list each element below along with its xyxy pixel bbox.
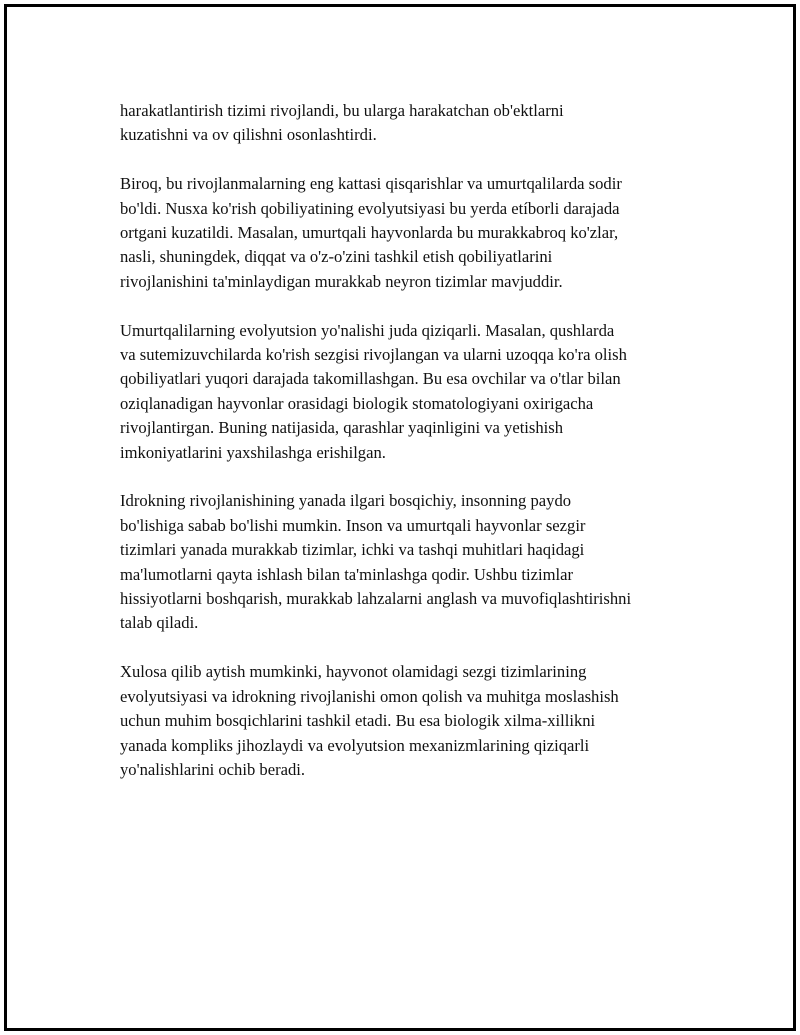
paragraph-1 — [120, 99, 700, 148]
text-line: bo'ldi. Nusxa ko'rish qobiliyatining evolyutsiyasi bu yerda etíborli darajada — [120, 198, 620, 218]
text-line: va sutemizuvchilarda ko'rish sezgisi rivojlangan va ularni uzoqqa ko'ra olish — [120, 345, 627, 365]
text-line: oziqlanadigan hayvonlar orasidagi biologik stomatologiyani oxirigacha — [120, 393, 594, 413]
paragraph-4 — [120, 489, 700, 635]
paragraph-3 — [120, 319, 700, 465]
text-line: tizimlari yanada murakkab tizimlar, ichki va tashqi muhitlari haqidagi — [120, 540, 585, 560]
paragraph-2 — [120, 172, 700, 294]
text-line: evolyutsiyasi va idrokning rivojlanishi omon qolish va muhitga moslashish — [120, 686, 619, 706]
text-line: nasli, shuningdek, diqqat va o'z-o'zini tashkil etish qobiliyatlarini — [120, 247, 553, 267]
text-line: Umurtqalilarning evolyutsion yo'nalishi juda qiziqarli. Masalan, qushlarda — [120, 320, 615, 340]
text-line: yo'nalishlarini ochib beradi. — [120, 759, 306, 779]
text-line: Idrokning rivojlanishining yanada ilgari bosqichiy, insonning paydo — [120, 491, 572, 511]
text-line: imkoniyatlarini yaxshilashga erishilgan. — [120, 442, 386, 462]
text-line: Xulosa qilib aytish mumkinki, hayvonot olamidagi sezgi tizimlarining — [120, 662, 587, 682]
text-line: talab qiladi. — [120, 613, 199, 633]
text-line: uchun muhim bosqichlarini tashkil etadi. Bu esa biologik xilma-xillikni — [120, 711, 596, 731]
page-frame — [4, 4, 796, 1031]
text-line: qobiliyatlari yuqori darajada takomillashgan. Bu esa ovchilar va o'tlar bilan — [120, 369, 621, 389]
text-line: yanada kompliks jihozlaydi va evolyutsion mexanizmlarining qiziqarli — [120, 735, 590, 755]
text-line: kuzatishni va ov qilishni osonlashtirdi. — [120, 125, 377, 145]
text-line: rivojlanishini ta'minlaydigan murakkab neyron tizimlar mavjuddir. — [120, 271, 563, 291]
document-body — [120, 99, 700, 807]
text-line: ma'lumotlarni qayta ishlash bilan ta'minlashga qodir. Ushbu tizimlar — [120, 564, 574, 584]
paragraph-5 — [120, 660, 700, 782]
text-line: ortgani kuzatildi. Masalan, umurtqali hayvonlarda bu murakkabroq ko'zlar, — [120, 223, 619, 243]
text-line: hissiyotlarni boshqarish, murakkab lahzalarni anglash va muvofiqlashtirishni — [120, 589, 632, 609]
text-line: harakatlantirish tizimi rivojlandi, bu ularga harakatchan ob'ektlarni — [120, 101, 564, 120]
text-line: Biroq, bu rivojlanmalarning eng kattasi qisqarishlar va umurtqalilarda sodir — [120, 174, 622, 194]
text-line: rivojlantirgan. Buning natijasida, qarashlar yaqinligini va yetishish — [120, 418, 564, 438]
text-line: bo'lishiga sabab bo'lishi mumkin. Inson va umurtqali hayvonlar sezgir — [120, 515, 586, 535]
